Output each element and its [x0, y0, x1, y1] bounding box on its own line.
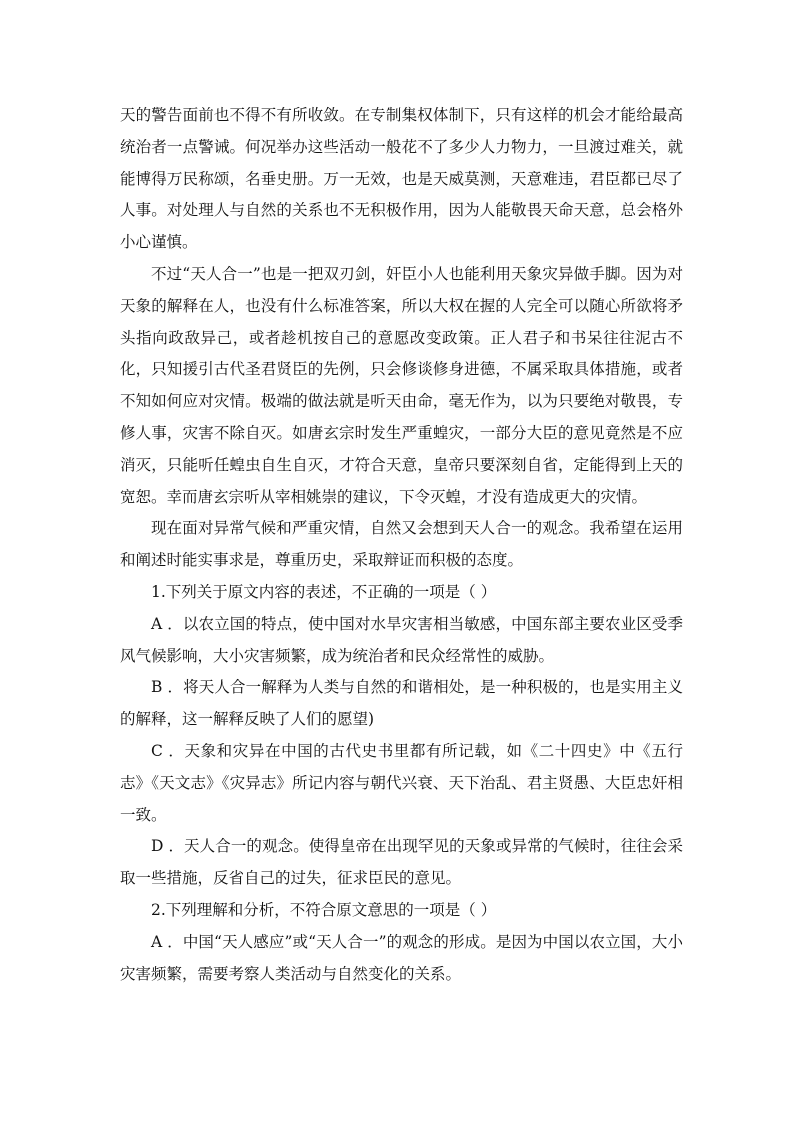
- paragraph-double-edged-sword: 不过“天人合一”也是一把双刃剑，奸臣小人也能利用天象灾异做手脚。因为对天象的解释在人，也没有什么标准答案，所以大权在握的人完全可以随心所欲将矛头指向政敌异己，或者趁机按自己的意愿改变政策。正人君子和书呆往往泥古不化，只知援引古代圣君贤臣的先例，只会修谈修身进德，不属采取具体措施，或者不知如何应对灾情。极端的做法就是听天由命，毫无作为，以为只要绝对敬畏，专修人事，灾害不除自灭。如唐玄宗时发生严重蝗灾，一部分大臣的意见竟然是不应消灭，只能听任蝗虫自生自灭，才符合天意，皇帝只要深刻自省，定能得到上天的宽恕。幸而唐玄宗听从宰相姚崇的建议，下令灭蝗，才没有造成更大的灾情。: [120, 264, 683, 506]
- question-2-option-a: A ．中国“天人感应”或“天人合一”的观念的形成。是因为中国以农立国，大小灾害频繁，需要考察人类活动与自然变化的关系。: [120, 932, 683, 983]
- document-body: [120, 100, 683, 990]
- question-1-stem: 1.下列关于原文内容的表述，不正确的一项是（ ）: [151, 582, 497, 601]
- question-1-option-c: C ．天象和灾异在中国的古代史书里都有所记载，如《二十四史》中《五行志》《天文志》《灾异志》所记内容与朝代兴衰、天下治乱、君主贤愚、大臣忠奸相一致。: [120, 741, 683, 824]
- paragraph-conclusion: 现在面对异常气候和严重灾情，自然又会想到天人合一的观念。我希望在运用和阐述时能实事求是，尊重历史，采取辩证而积极的态度。: [120, 519, 683, 570]
- question-1-option-b: B ．将天人合一解释为人类与自然的和谐相处，是一种积极的，也是实用主义的解释，这一解释反映了人们的愿望): [120, 678, 683, 729]
- question-2-stem: 2.下列理解和分析，不符合原文意思的一项是（ ）: [151, 900, 497, 919]
- question-1-option-a: A ．以农立国的特点，使中国对水旱灾害相当敏感，中国东部主要农业区受季风气候影响，大小灾害频繁，成为统治者和民众经常性的威胁。: [120, 614, 683, 665]
- paragraph-continuation: 天的警告面前也不得不有所收敛。在专制集权体制下，只有这样的机会才能给最高统治者一点警诫。何况举办这些活动一般花不了多少人力物力，一旦渡过难关，就能博得万民称颂，名垂史册。万一无效，也是天威莫测，天意难违，君臣都已尽了人事。对处理人与自然的关系也不无积极作用，因为人能敬畏天命天意，总会格外小心谨慎。: [120, 106, 683, 252]
- question-1-option-d: D ．天人合一的观念。使得皇帝在出现罕见的天象或异常的气候时，往往会采取一些措施，反省自己的过失，征求臣民的意见。: [120, 837, 683, 888]
